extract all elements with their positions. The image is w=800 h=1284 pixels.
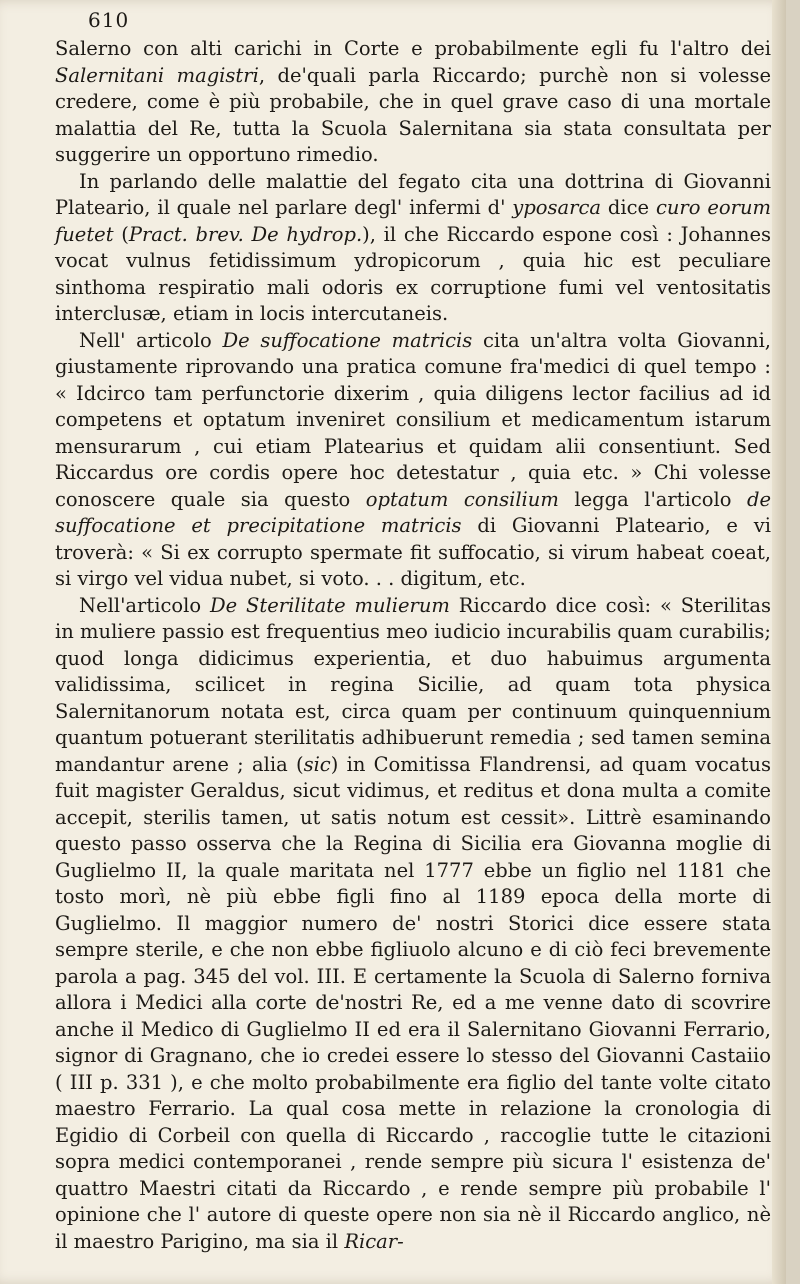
italic-text: De suffocatione matricis	[222, 328, 473, 352]
text-run: Riccardo dice così: « Sterilitas in muliere passio est frequentius meo iudicio incurabilis quam curabilis; quod longa didicimus experientia, et duo habuimus argumenta validissima, scilicet in regina Sicilie, ad quam tota physica Salernitanorum notata est, circa quam per continuum quinquennium quantum potuerant sterilitatis adhibuerunt remedia ; sed tamen semina mandantur arene ; alia (	[55, 593, 772, 776]
italic-text: Salernitani magistri	[55, 63, 259, 87]
italic-text: Pract. brev. De hydrop.	[128, 222, 363, 246]
italic-text: De Sterilitate mulierum	[209, 593, 450, 617]
italic-text: yposarca	[512, 196, 602, 219]
text-run: cita un'altra volta Giovanni, giustamente riprovando una pratica comune fra'medici di quel tempo : « Idcirco tam perfunctorie dixerim , quia diligens lector facilius ad id competens et optatum inveniret consilium et medicamentum istarum mensurarum , cui etiam Platearius et quidam alii consentiunt. Sed Riccardus ore cordis opere hoc detestatur , quia etc. » Chi volesse conoscere quale sia questo	[55, 328, 771, 511]
italic-text: optatum consilium	[365, 487, 559, 511]
italic-text: Ricar-	[344, 1229, 404, 1253]
text-run: dice	[601, 196, 656, 219]
text-run: ) in Comitissa Flandrensi, ad quam vocatus fuit magister Geraldus, sicut vidimus, et reditus et dona multa a comite accepit, sterilis tamen, ut satis notum est cessit». Littrè esaminando questo passo osserva che la Regina di Sicilia era Giovanna moglie di Guglielmo II, la quale maritata nel 1777 ebbe un figlio nel 1181 che tosto morì, nè più ebbe figli fino al 1189 epoca della morte di Guglielmo. Il maggior numero de' nostri Storici dice essere stata sempre sterile, e che non ebbe figliuolo alcuno e di ciò feci brevemente parola a pag. 345 del vol. III. E certamente la Scuola di Salerno forniva allora i Medici alla corte de'nostri Re, ed a me venne dato di scovrire anche il Medico di Guglielmo II ed era il Salernitano Giovanni Ferrario, signor di Gragnano, che io credei essere lo stesso del Giovanni Castaiio ( III p. 331 ), e che molto probabilmente era figlio del tante volte citato maestro Ferrario. La qual cosa mette in relazione la cronologia di Egidio di Corbeil con quella di Riccardo , raccoglie tutte le citazioni sopra medici contemporanei , rende sempre più sicura l' esistenza de' quattro Maestri citati da Riccardo , e rende sempre più probabile l' opinione che l' autore di queste opere non sia nè il Riccardo anglico, nè il maestro Parigino, ma sia il	[55, 752, 772, 1253]
page-number: 610	[88, 8, 130, 32]
text-run: In parlando delle malattie del fegato cita una dottrina di Giovanni Plateario, il quale nel parlare degl' infermi d'	[55, 169, 771, 219]
italic-text: sic	[303, 752, 331, 776]
text-run: legga l'articolo	[558, 487, 747, 511]
italic-text: curo eorum fuetet	[55, 196, 772, 246]
text-run: , de'quali parla Riccardo; purchè non si volesse credere, come è più probabile, che in quel grave caso di una mortale malattia del Re, tutta la Scuola Salernitana sia stata consultata per suggerire un opportuno rimedio.	[55, 63, 771, 166]
text-run: di Giovanni Plateario, e vi troverà: « Si ex corrupto spermate fit suffocatio, si virum habeat coeat, si virgo vel vidua nubet, si voto. . . digitum, etc.	[55, 514, 771, 590]
paragraph	[55, 169, 771, 328]
text-run: Salerno con alti carichi in Corte e probabilmente egli fu l'altro dei	[55, 37, 771, 60]
body-text	[55, 36, 771, 1255]
paragraph	[55, 593, 771, 1256]
paragraph	[55, 328, 771, 593]
paragraph	[55, 36, 771, 169]
text-run: (	[113, 222, 129, 246]
page-edge	[772, 0, 786, 1284]
text-run: Nell'articolo	[79, 593, 210, 617]
text-run: Nell' articolo	[79, 328, 223, 352]
italic-text: de suffocatione et precipitatione matricis	[55, 487, 772, 537]
text-run: ), il che Riccardo espone così : Johannes vocat vulnus fetidissimum ydropicorum , quia hic est peculiare sinthoma respiratio mali odoris ex corruptione fumi vel ventositatis interclusæ, etiam in locis intercutaneis.	[55, 222, 772, 325]
